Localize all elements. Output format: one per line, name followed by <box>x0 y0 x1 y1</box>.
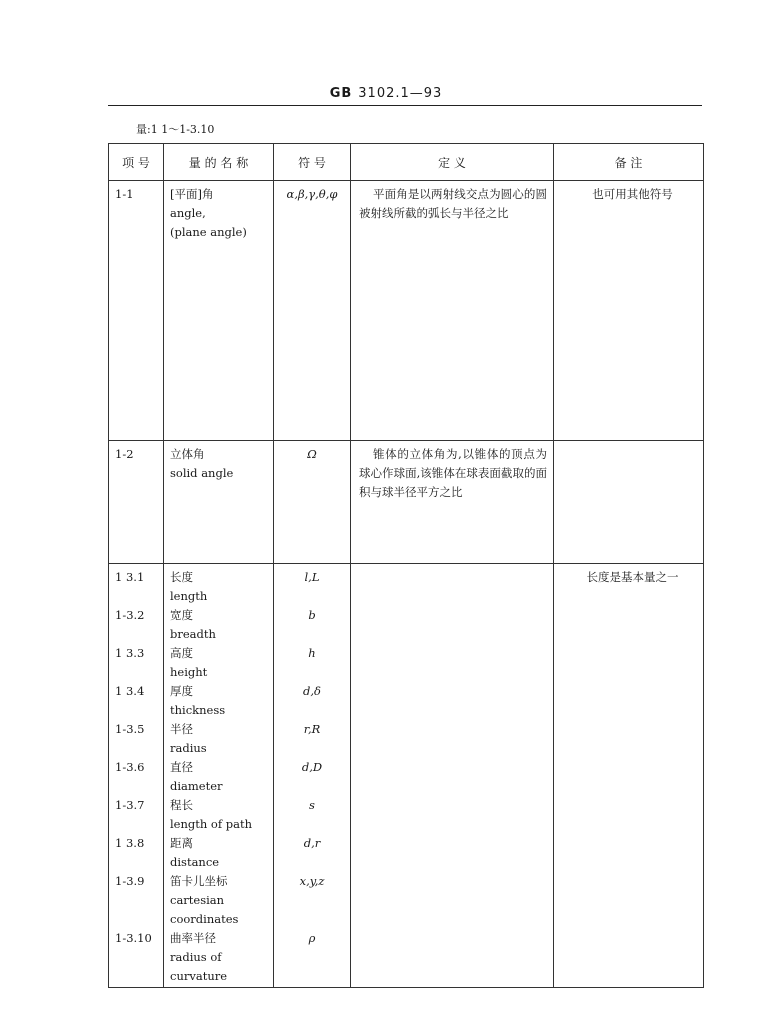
name-english: radius <box>170 741 207 755</box>
header-definition: 定 义 <box>351 144 554 181</box>
row-item-no: 1-1 <box>109 181 164 441</box>
table-row <box>109 181 704 441</box>
group-symbol: b <box>308 608 316 622</box>
group-quantity-name <box>170 929 273 986</box>
group-quantity-name <box>170 720 273 758</box>
name-english: distance <box>170 855 220 869</box>
name-english: height <box>170 665 208 679</box>
group-symbol: h <box>308 646 316 660</box>
row-symbol: Ω <box>274 441 351 564</box>
quantities-table <box>108 143 704 988</box>
name-chinese: 长度 <box>170 570 193 584</box>
group-remark: 长度是基本量之一 <box>554 564 704 988</box>
name-chinese: 曲率半径 <box>170 931 216 945</box>
group-quantity-name <box>170 644 273 682</box>
header-remarks: 备 注 <box>554 144 704 181</box>
group-quantity-name <box>170 606 273 644</box>
group-item-no: 1-3.2 <box>115 608 145 622</box>
table-row <box>109 441 704 564</box>
group-symbol: r,R <box>303 722 321 736</box>
group-item-no: 1 3.4 <box>115 684 145 698</box>
table-row-group-length <box>109 564 704 988</box>
group-quantity-name <box>170 758 273 796</box>
row-quantity-name <box>164 441 274 564</box>
group-symbol: d,r <box>303 836 321 850</box>
name-chinese: 厚度 <box>170 684 193 698</box>
name-english: length <box>170 589 208 603</box>
row-item-no: 1-2 <box>109 441 164 564</box>
header-rule <box>108 105 702 106</box>
document-header <box>0 86 772 101</box>
name-english: breadth <box>170 627 216 641</box>
group-symbol: s <box>309 798 315 812</box>
name-english: radius of curvature <box>170 950 228 983</box>
name-chinese: 直径 <box>170 760 193 774</box>
name-chinese: 笛卡儿坐标 <box>170 874 228 888</box>
group-item-no: 1-3.10 <box>115 931 152 945</box>
table-header-row <box>109 144 704 181</box>
group-quantity-name <box>170 682 273 720</box>
row-definition: 锥体的立体角为,以锥体的顶点为球心作球面,该锥体在球表面截取的面积与球半径平方之比 <box>351 441 554 564</box>
group-symbol: d,δ <box>303 684 321 698</box>
group-symbol: x,y,z <box>299 874 325 888</box>
group-quantity-name <box>170 872 273 929</box>
name-chinese: 立体角 <box>170 447 205 461</box>
name-english: (plane angle) <box>170 225 247 239</box>
group-item-numbers <box>109 564 164 988</box>
group-item-no: 1-3.9 <box>115 874 145 888</box>
standard-prefix: GB <box>329 86 353 101</box>
standard-code: 3102.1—93 <box>358 86 443 101</box>
row-symbol: α,β,γ,θ,φ <box>274 181 351 441</box>
header-symbol: 符 号 <box>274 144 351 181</box>
name-chinese: 程长 <box>170 798 193 812</box>
group-quantity-name <box>170 568 273 606</box>
row-quantity-name <box>164 181 274 441</box>
name-english: thickness <box>170 703 226 717</box>
table-subtitle: 量:1 1～1-3.10 <box>136 123 215 136</box>
group-item-no: 1-3.5 <box>115 722 145 736</box>
name-chinese: 距离 <box>170 836 193 850</box>
name-english: cartesian coordinates <box>170 893 239 926</box>
group-definition <box>351 564 554 988</box>
group-quantity-names <box>164 564 274 988</box>
group-symbol: l,L <box>304 570 320 584</box>
header-item-no: 项 号 <box>109 144 164 181</box>
row-definition: 平面角是以两射线交点为圆心的圆被射线所截的弧长与半径之比 <box>351 181 554 441</box>
name-chinese: 宽度 <box>170 608 193 622</box>
group-quantity-name <box>170 834 273 872</box>
group-symbol: d,D <box>301 760 323 774</box>
group-symbol: ρ <box>308 931 316 945</box>
group-item-no: 1 3.3 <box>115 646 145 660</box>
name-chinese: 高度 <box>170 646 193 660</box>
name-english: solid angle <box>170 466 234 480</box>
group-quantity-name <box>170 796 273 834</box>
row-remark: 也可用其他符号 <box>554 181 704 441</box>
group-item-no: 1 3.1 <box>115 570 145 584</box>
group-item-no: 1-3.7 <box>115 798 145 812</box>
name-chinese: 半径 <box>170 722 193 736</box>
name-english: angle, <box>170 206 206 220</box>
name-english: diameter <box>170 779 223 793</box>
group-symbols <box>274 564 351 988</box>
name-chinese: [平面]角 <box>170 187 214 201</box>
header-quantity-name: 量 的 名 称 <box>164 144 274 181</box>
name-english: length of path <box>170 817 253 831</box>
group-item-no: 1 3.8 <box>115 836 145 850</box>
group-item-no: 1-3.6 <box>115 760 145 774</box>
row-remark <box>554 441 704 564</box>
